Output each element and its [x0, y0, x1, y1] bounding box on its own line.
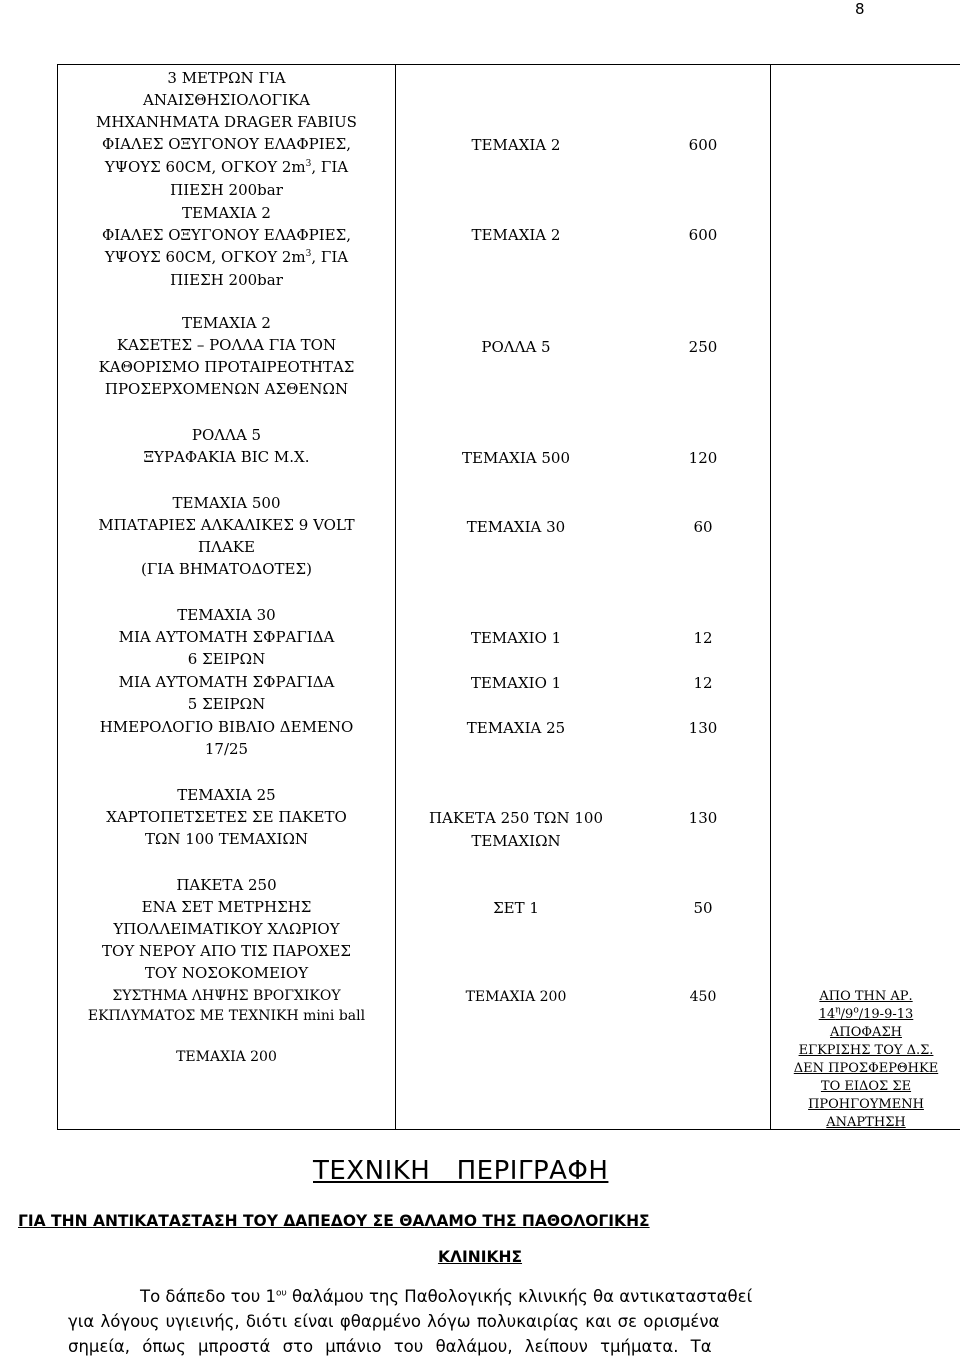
row-price: 250 [688, 338, 718, 356]
desc-line: ΠΛΑΚΕ [198, 538, 255, 556]
row-price: 130 [688, 809, 718, 827]
desc-line: ΤΟΥ ΝΕΡΟΥ ΑΠΟ ΤΙΣ ΠΑΡΟΧΕΣ [102, 942, 351, 960]
desc-line: ΜΙΑ ΑΥΤΟΜΑΤΗ ΣΦΡΑΓΙΔΑ [118, 628, 335, 646]
body-paragraph-line: Το δάπεδο του $1^{o\upsilon}$ θαλάμου της Παθολογικής κλινικής θα αντικατασταθεί [140, 1287, 753, 1306]
row-price: 50 [693, 899, 713, 917]
desc-line: ΠΡΟΣΕΡΧΟΜΕΝΩΝ ΑΣΘΕΝΩΝ [104, 380, 349, 398]
desc-line: 17/25 [204, 740, 249, 758]
section-title: ΤΕΧΝΙΚΗ ΠΕΡΙΓΡΑΦΗ [313, 1156, 609, 1186]
desc-line: ΕΚΠΛΥΜΑΤΟΣ ΜΕ ΤΕΧΝΙΚΗ mini ball [87, 1008, 366, 1024]
quantity-price-column [396, 65, 771, 1130]
row-quantity: ΤΕΜΑΧΙΑ 25 [466, 719, 566, 737]
desc-line: ΤΟΥ ΝΟΣΟΚΟΜΕΙΟΥ [144, 964, 309, 982]
desc-line: ΑΝΑΙΣΘΗΣΙΟΛΟΓΙΚΑ [142, 91, 311, 109]
row-quantity: ΤΕΜΑΧΙΑ 2 [471, 136, 561, 154]
desc-line: ΥΠΟΛΛΕΙΜΑΤΙΚΟΥ ΧΛΩΡΙΟΥ [113, 920, 340, 938]
note-line: $14^\eta/9^o/19-9-13$ [818, 1005, 914, 1022]
desc-line: ΤΕΜΑΧΙΑ 2 [182, 204, 271, 222]
note-line: ΤΟ ΕΙΔΟΣ ΣΕ [820, 1079, 912, 1094]
row-quantity: ΤΕΜΑΧΙΩΝ [471, 832, 561, 850]
desc-line: ΦΙΑΛΕΣ ΟΞΥΓΟΝΟΥ ΕΛΑΦΡΙΕΣ, [101, 226, 352, 244]
desc-line: ΤΕΜΑΧΙΑ 500 [172, 494, 281, 512]
desc-line: 3 ΜΕΤΡΩΝ ΓΙΑ [167, 69, 286, 87]
note-line: ΕΓΚΡΙΣΗΣ ΤΟΥ Δ.Σ. [798, 1043, 934, 1058]
row-quantity: ΠΑΚΕΤΑ 250 ΤΩΝ 100 [428, 809, 604, 827]
notes-column [771, 65, 960, 1130]
desc-line: ΤΕΜΑΧΙΑ 200 [176, 1049, 277, 1065]
row-quantity: ΤΕΜΑΧΙΑ 500 [462, 449, 570, 467]
row-price: 12 [693, 629, 713, 647]
desc-line: ΜΗΧΑΝΗΜΑΤΑ DRAGER FABIUS [96, 113, 357, 131]
row-quantity: ΡΟΛΛΑ 5 [481, 338, 551, 356]
desc-line: 6 ΣΕΙΡΩΝ [187, 650, 266, 668]
note-line: ΑΝΑΡΤΗΣΗ [826, 1115, 906, 1130]
row-price: 450 [689, 989, 717, 1005]
desc-line: ΠΙΕΣΗ 200bar [170, 181, 283, 199]
page-number: 8 [855, 0, 865, 18]
desc-line: ΡΟΛΛΑ 5 [191, 426, 262, 444]
desc-line: ΕΝΑ ΣΕΤ ΜΕΤΡΗΣΗΣ [141, 898, 312, 916]
desc-line: ΚΑΘΟΡΙΣΜΟ ΠΡΟΤΑΙΡΕΟΤΗΤΑΣ [98, 358, 355, 376]
desc-line: ΗΜΕΡΟΛΟΓΙΟ ΒΙΒΛΙΟ ΔΕΜΕΝΟ [99, 718, 354, 736]
desc-line: ΤΩΝ 100 ΤΕΜΑΧΙΩΝ [144, 830, 309, 848]
desc-line: (ΓΙΑ ΒΗΜΑΤΟΔΟΤΕΣ) [141, 560, 312, 578]
desc-line: ΤΕΜΑΧΙΑ 2 [182, 314, 271, 332]
row-quantity: ΤΕΜΑΧΙΑ 2 [471, 226, 561, 244]
desc-line: ΥΨΟΥΣ 60CM, ΟΓΚΟΥ $2m^3$, ΓΙΑ [104, 158, 349, 176]
row-price: 60 [693, 518, 713, 536]
row-quantity: ΤΕΜΑΧΙΟ 1 [470, 629, 562, 647]
row-price: 120 [688, 449, 718, 467]
section-subtitle: ΓΙΑ ΤΗΝ ΑΝΤΙΚΑΤΑΣΤΑΣΗ ΤΟΥ ΔΑΠΕΔΟΥ ΣΕ ΘΑΛΑΜΟ ΤΗΣ ΠΑΘΟΛΟΓΙΚΗΣ [18, 1212, 650, 1230]
desc-line: ΜΠΑΤΑΡΙΕΣ ΑΛΚΑΛΙΚΕΣ 9 VOLT [98, 516, 355, 534]
items-table [57, 64, 960, 1130]
description-column [58, 65, 396, 1130]
row-quantity: ΤΕΜΑΧΙΑ 30 [466, 518, 566, 536]
note-line: ΑΠΟΦΑΣΗ [830, 1025, 902, 1040]
row-price: 130 [688, 719, 718, 737]
desc-line: ΠΙΕΣΗ 200bar [170, 271, 283, 289]
note-line: ΑΠΟ ΤΗΝ ΑΡ. [819, 989, 913, 1004]
row-quantity: ΣΕΤ 1 [493, 899, 539, 917]
desc-line: ΤΕΜΑΧΙΑ 25 [177, 786, 276, 804]
desc-line: 5 ΣΕΙΡΩΝ [187, 695, 266, 713]
section-subtitle-cont: ΚΛΙΝΙΚΗΣ [437, 1248, 523, 1266]
row-price: 600 [688, 226, 718, 244]
desc-line: ΜΙΑ ΑΥΤΟΜΑΤΗ ΣΦΡΑΓΙΔΑ [118, 673, 335, 691]
desc-line: ΚΑΣΕΤΕΣ – ΡΟΛΛΑ ΓΙΑ ΤΟΝ [116, 336, 337, 354]
body-paragraph-line: σημεία, όπως μπροστά στο μπάνιο του θαλάμου, λείπουν τμήματα. Τα [68, 1337, 712, 1356]
desc-line: ΧΑΡΤΟΠΕΤΣΕΤΕΣ ΣΕ ΠΑΚΕΤΟ [106, 808, 347, 826]
body-paragraph-line: για λόγους υγιεινής, διότι είναι φθαρμένο λόγω πολυκαιρίας και σε ορισμένα [68, 1312, 720, 1331]
row-price: 12 [693, 674, 713, 692]
desc-line: ΞΥΡΑΦΑΚΙΑ BIC M.X. [143, 448, 310, 466]
row-quantity: ΤΕΜΑΧΙΑ 200 [465, 989, 567, 1005]
desc-line: ΤΕΜΑΧΙΑ 30 [177, 606, 276, 624]
desc-line: ΥΨΟΥΣ 60CM, ΟΓΚΟΥ $2m^3$, ΓΙΑ [104, 248, 349, 266]
note-line: ΔΕΝ ΠΡΟΣΦΕΡΘΗΚΕ [793, 1061, 939, 1076]
desc-line: ΠΑΚΕΤΑ 250 [176, 876, 277, 894]
note-line: ΠΡΟΗΓΟΥΜΕΝΗ [808, 1097, 924, 1112]
desc-line: ΣΥΣΤΗΜΑ ΛΗΨΗΣ ΒΡΟΓΧΙΚΟΥ [112, 988, 341, 1004]
row-price: 600 [688, 136, 718, 154]
row-quantity: ΤΕΜΑΧΙΟ 1 [470, 674, 562, 692]
desc-line: ΦΙΑΛΕΣ ΟΞΥΓΟΝΟΥ ΕΛΑΦΡΙΕΣ, [101, 135, 352, 153]
